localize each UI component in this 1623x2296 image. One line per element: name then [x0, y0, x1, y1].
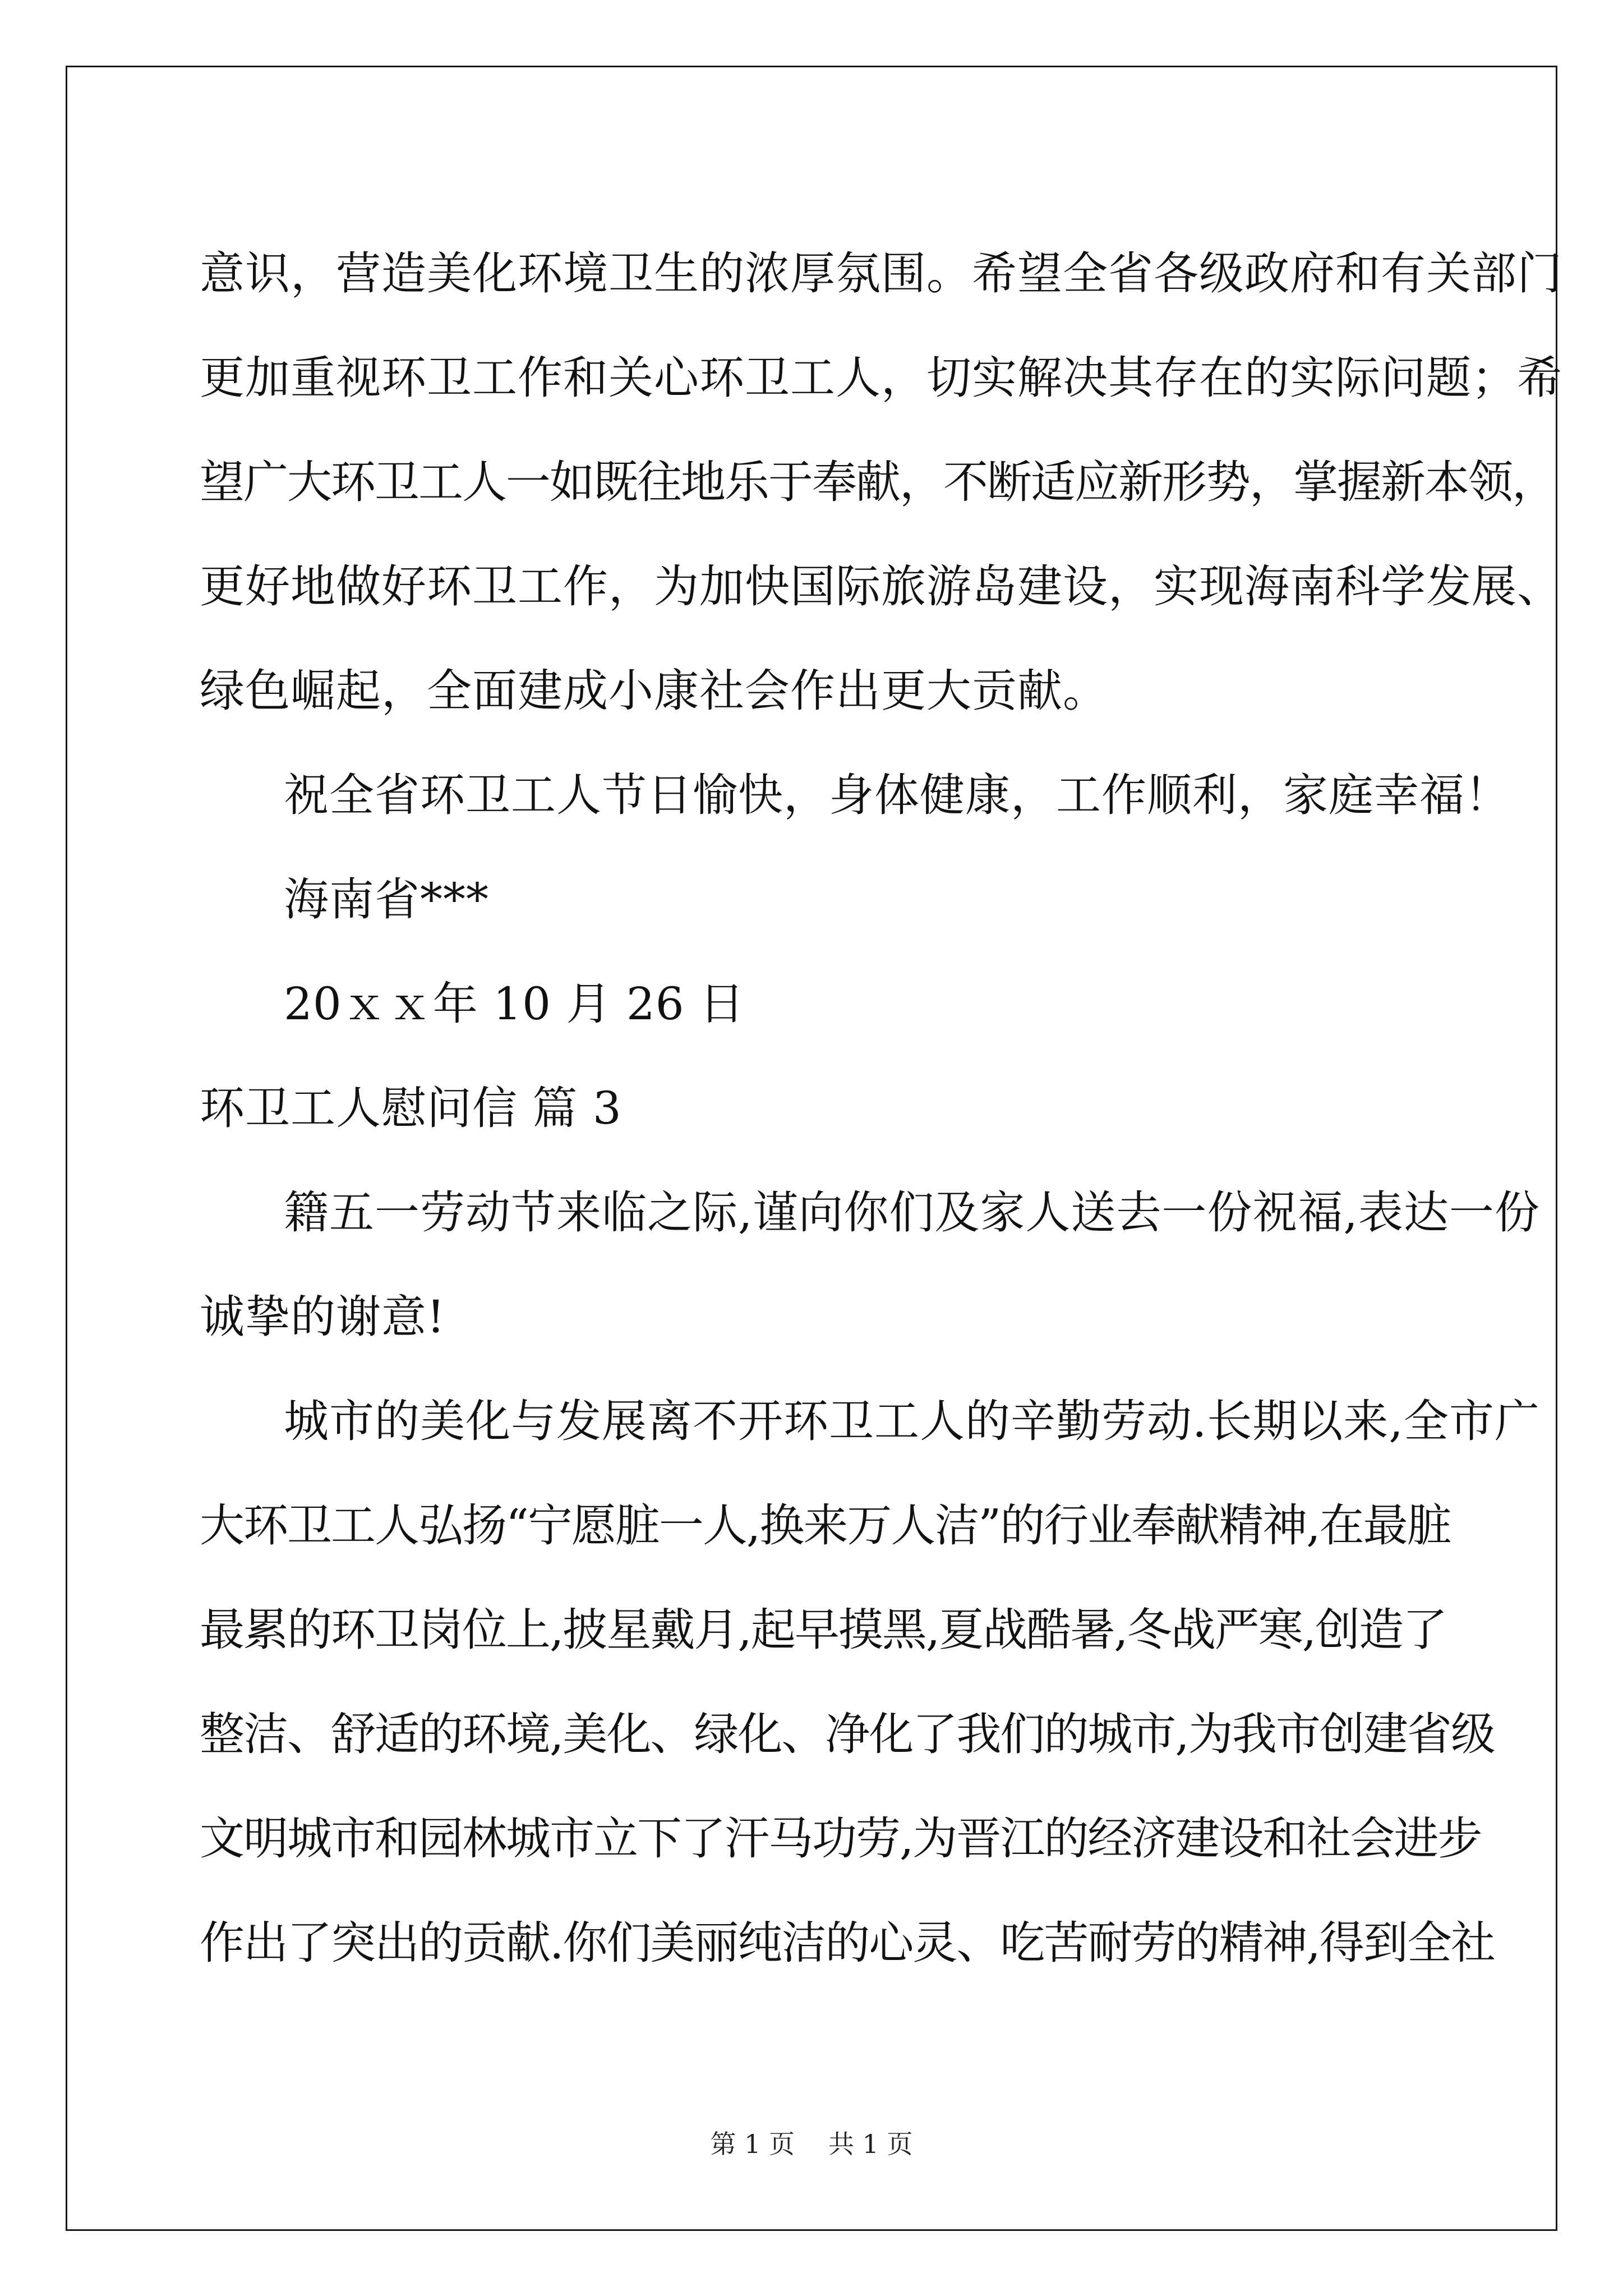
page-number-total: 共 1 页	[828, 2129, 913, 2159]
date-line: 20ｘｘ年 10 月 26 日	[284, 978, 745, 1030]
text-line: 诚挚的谢意!	[200, 1291, 446, 1343]
page-number-current: 第 1 页	[710, 2129, 795, 2159]
text-line: 城市的美化与发展离不开环卫工人的辛勤劳动.长期以来,全市广	[284, 1395, 1540, 1447]
text-line: 大环卫工人弘扬“宁愿脏一人,换来万人洁”的行业奉献精神,在最脏	[200, 1499, 1451, 1552]
signature-line: 海南省***	[284, 873, 489, 926]
text-line: 整洁、舒适的环境,美化、绿化、净化了我们的城市,为我市创建省级	[200, 1708, 1495, 1760]
page-footer	[0, 2127, 1623, 2161]
section-heading: 环卫工人慰问信 篇 3	[200, 1082, 622, 1134]
document-body	[200, 222, 1562, 1995]
text-line: 籍五一劳动节来临之际,谨向你们及家人送去一份祝福,表达一份	[284, 1186, 1540, 1239]
text-line: 祝全省环卫工人节日愉快，身体健康，工作顺利，家庭幸福！	[284, 769, 1510, 821]
text-line: 意识，营造美化环境卫生的浓厚氛围。希望全省各级政府和有关部门	[200, 247, 1562, 300]
text-line: 更好地做好环卫工作，为加快国际旅游岛建设，实现海南科学发展、	[200, 560, 1562, 613]
text-line: 更加重视环卫工作和关心环卫工人，切实解决其存在的实际问题；希	[200, 352, 1562, 404]
text-line: 绿色崛起，全面建成小康社会作出更大贡献。	[200, 665, 1108, 717]
text-line: 望广大环卫工人一如既往地乐于奉献，不断适应新形势，掌握新本领，	[200, 456, 1556, 508]
text-line: 作出了突出的贡献.你们美丽纯洁的心灵、吃苦耐劳的精神,得到全社	[200, 1917, 1495, 1969]
text-line: 文明城市和园林城市立下了汗马功劳,为晋江的经济建设和社会进步	[200, 1812, 1482, 1865]
text-line: 最累的环卫岗位上,披星戴月,起早摸黑,夏战酷暑,冬战严寒,创造了	[200, 1604, 1447, 1656]
